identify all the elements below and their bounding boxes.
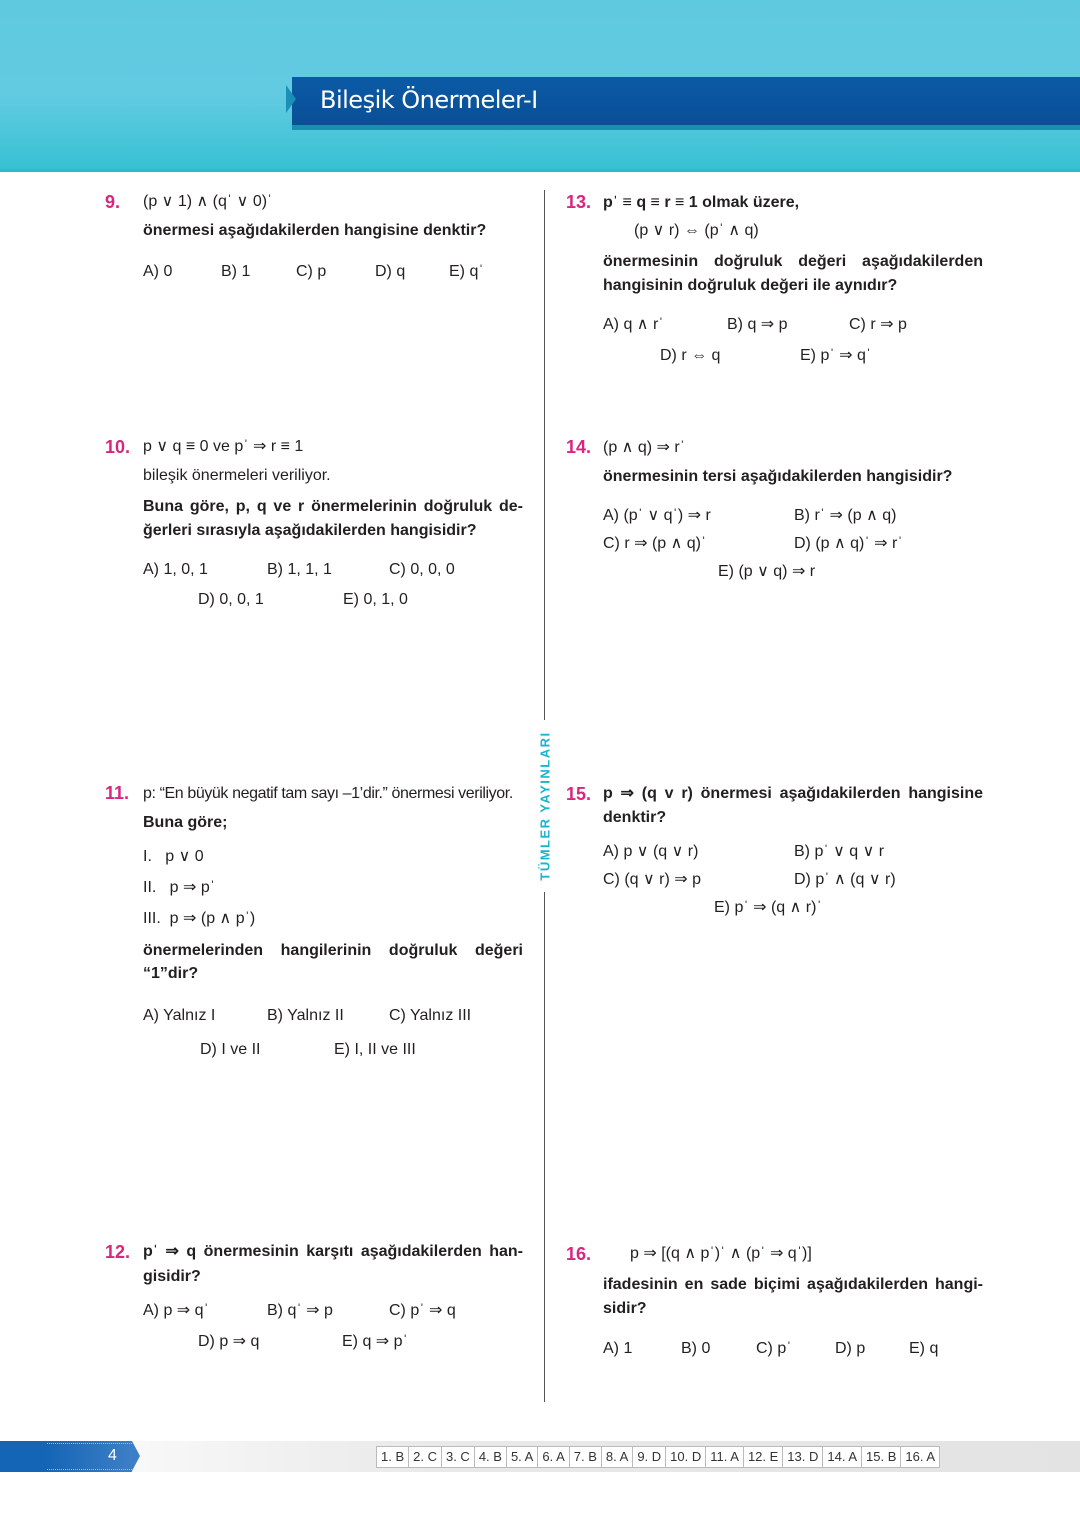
question-text: Buna göre; xyxy=(143,814,228,831)
answer-key-cell: 7. B xyxy=(570,1447,602,1467)
option-a[interactable]: A) 1, 0, 1 xyxy=(143,561,208,578)
answer-key-cell: 5. A xyxy=(507,1447,538,1467)
answer-key-cell: 4. B xyxy=(475,1447,507,1467)
option-d[interactable]: D) p xyxy=(835,1340,866,1357)
question-formula: (p ∨ r) ⇔ (pˈ ∧ q) xyxy=(634,222,759,239)
question-text: önermesinin tersi aşağıdakilerden hangisidir? xyxy=(603,468,953,485)
option-d[interactable]: D) (p ∧ q)ˈ ⇒ rˈ xyxy=(794,535,903,552)
question-text: ğerleri sırasıyla aşağıdakilerden hangisidir? xyxy=(143,522,477,539)
option-d[interactable]: D) q xyxy=(375,263,406,280)
option-c[interactable]: C) pˈ xyxy=(756,1340,792,1357)
question-text: p ∨ q ≡ 0 ve pˈ ⇒ r ≡ 1 xyxy=(143,438,304,455)
answer-key-cell: 13. D xyxy=(783,1447,823,1467)
option-c[interactable]: C) Yalnız III xyxy=(389,1007,472,1024)
question-text: gisidir? xyxy=(143,1268,201,1285)
question-text: ifadesinin en sade biçimi aşağıdakilerden hangi- xyxy=(603,1276,983,1293)
option-a[interactable]: A) 1 xyxy=(603,1340,633,1357)
option-e[interactable]: E) q xyxy=(909,1340,939,1357)
option-b[interactable]: B) rˈ ⇒ (p ∧ q) xyxy=(794,507,897,524)
question-number: 11. xyxy=(105,783,130,803)
statement-2: II. p ⇒ pˈ xyxy=(143,879,216,896)
option-b[interactable]: B) qˈ ⇒ p xyxy=(267,1302,333,1319)
statement-1: I. p ∨ 0 xyxy=(143,848,204,865)
option-c[interactable]: C) r ⇒ (p ∧ q)ˈ xyxy=(603,535,707,552)
option-e[interactable]: E) I, II ve III xyxy=(334,1041,416,1058)
answer-key-cell: 6. A xyxy=(538,1447,569,1467)
question-text: pˈ ≡ q ≡ r ≡ 1 olmak üzere, xyxy=(603,194,800,211)
page-number-tab xyxy=(0,1441,132,1472)
option-c[interactable]: C) (q ∨ r) ⇒ p xyxy=(603,871,702,888)
question-text: önermelerinden hangilerinin doğruluk değeri xyxy=(143,942,523,959)
question-text: sidir? xyxy=(603,1300,647,1317)
option-c[interactable]: C) p xyxy=(296,263,327,280)
page-title: Bileşik Önermeler-I xyxy=(320,86,538,114)
answer-key-cell: 14. A xyxy=(823,1447,862,1467)
option-b[interactable]: B) 1 xyxy=(221,263,251,280)
option-a[interactable]: A) q ∧ rˈ xyxy=(603,316,664,333)
question-text: Buna göre, p, q ve r önermelerinin doğruluk de- xyxy=(143,498,523,515)
option-d[interactable]: D) r ⇔ q xyxy=(660,347,721,364)
option-d[interactable]: D) I ve II xyxy=(200,1041,261,1058)
option-b[interactable]: B) pˈ ∨ q ∨ r xyxy=(794,843,885,860)
answer-key-cell: 16. A xyxy=(905,1449,936,1464)
question-text: önermesi aşağıdakilerden hangisine denktir? xyxy=(143,222,487,239)
answer-key-cell: 3. C xyxy=(442,1447,475,1467)
answer-key-cell: 10. D xyxy=(666,1447,706,1467)
publisher-label: TÜMLER YAYINLARI xyxy=(535,720,555,892)
option-b[interactable]: B) Yalnız II xyxy=(267,1007,344,1024)
option-c[interactable]: C) pˈ ⇒ q xyxy=(389,1302,456,1319)
option-a[interactable]: A) Yalnız I xyxy=(143,1007,216,1024)
question-formula: p ⇒ [(q ∧ pˈ)ˈ ∧ (pˈ ⇒ qˈ)] xyxy=(630,1245,812,1262)
answer-key-cell: 1. B xyxy=(377,1447,409,1467)
statement-3: III. p ⇒ (p ∧ pˈ) xyxy=(143,910,256,927)
answer-key xyxy=(376,1446,940,1468)
question-number: 16. xyxy=(566,1244,592,1264)
option-a[interactable]: A) 0 xyxy=(143,263,173,280)
title-band xyxy=(292,77,1080,125)
option-b[interactable]: B) 1, 1, 1 xyxy=(267,561,332,578)
answer-key-cell: 12. E xyxy=(744,1447,783,1467)
answer-key-cell: 9. D xyxy=(633,1447,666,1467)
option-e[interactable]: E) qˈ xyxy=(449,263,484,280)
question-text: (p ∨ 1) ∧ (qˈ ∨ 0)ˈ xyxy=(143,193,273,210)
option-d[interactable]: D) p ⇒ q xyxy=(198,1333,260,1350)
question-text: pˈ ⇒ q önermesinin karşıtı aşağıdakilerden han- xyxy=(143,1243,523,1260)
page-number: 4 xyxy=(108,1447,117,1464)
page-header xyxy=(0,0,1080,172)
option-a[interactable]: A) (pˈ ∨ qˈ) ⇒ r xyxy=(603,507,711,524)
option-b[interactable]: B) q ⇒ p xyxy=(727,316,788,333)
question-number: 15. xyxy=(566,784,592,804)
option-c[interactable]: C) r ⇒ p xyxy=(849,316,907,333)
option-d[interactable]: D) pˈ ∧ (q ∨ r) xyxy=(794,871,896,888)
question-text: denktir? xyxy=(603,809,667,826)
answer-key-cell: 11. A xyxy=(706,1447,744,1467)
question-text: önermesinin doğruluk değeri aşağıdakilerden xyxy=(603,253,983,270)
question-text: bileşik önermeleri veriliyor. xyxy=(143,467,331,484)
option-a[interactable]: A) p ∨ (q ∨ r) xyxy=(603,843,699,860)
answer-key-cell: 8. A xyxy=(602,1447,633,1467)
question-number: 9. xyxy=(105,192,121,212)
option-e[interactable]: E) pˈ ⇒ (q ∧ r)ˈ xyxy=(714,899,822,916)
option-c[interactable]: C) 0, 0, 0 xyxy=(389,561,455,578)
answer-key-cell: 2. C xyxy=(409,1447,442,1467)
question-text: hangisinin doğruluk değeri ile aynıdır? xyxy=(603,277,898,294)
question-number: 10. xyxy=(105,437,131,457)
question-formula: (p ∧ q) ⇒ rˈ xyxy=(603,439,686,456)
option-a[interactable]: A) p ⇒ qˈ xyxy=(143,1302,209,1319)
question-text: “1”dir? xyxy=(143,965,199,982)
question-text: p: “En büyük negatif tam sayı –1’dir.” önermesi veriliyor. xyxy=(143,785,513,802)
option-d[interactable]: D) 0, 0, 1 xyxy=(198,591,264,608)
question-text: p ⇒ (q v r) önermesi aşağıdakilerden hangisine xyxy=(603,785,983,802)
question-number: 14. xyxy=(566,437,592,457)
option-e[interactable]: E) (p ∨ q) ⇒ r xyxy=(718,563,816,580)
option-e[interactable]: E) 0, 1, 0 xyxy=(343,591,408,608)
question-number: 13. xyxy=(566,192,592,212)
option-e[interactable]: E) q ⇒ pˈ xyxy=(342,1333,408,1350)
answer-key-cell: 15. B xyxy=(862,1447,901,1467)
question-number: 12. xyxy=(105,1242,131,1262)
option-e[interactable]: E) pˈ ⇒ qˈ xyxy=(800,347,872,364)
option-b[interactable]: B) 0 xyxy=(681,1340,711,1357)
